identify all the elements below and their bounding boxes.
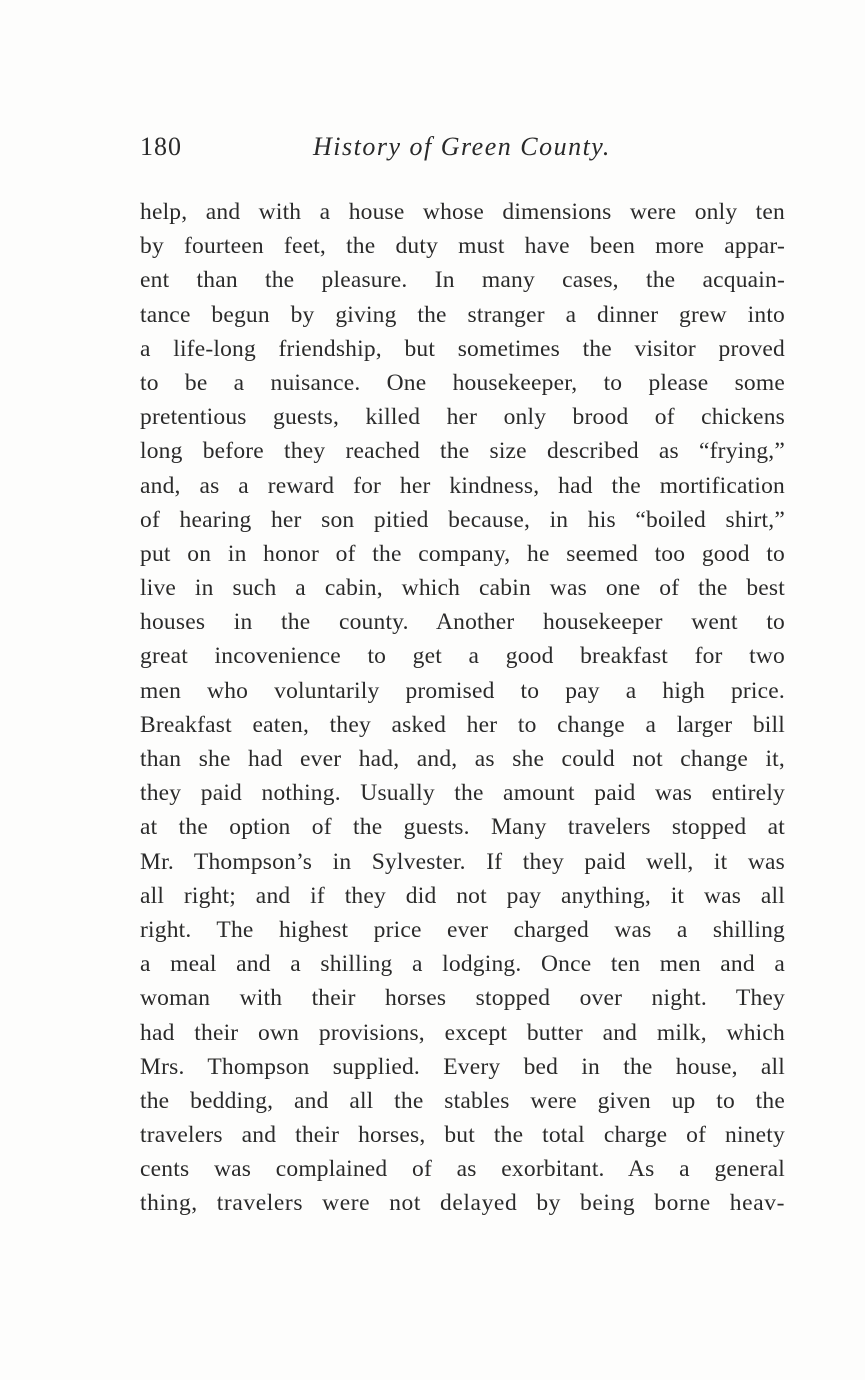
text-line: right. The highest price ever charged was a shilling: [140, 916, 785, 943]
text-line: great incovenience to get a good breakfast for two: [140, 643, 785, 670]
text-line: by fourteen feet, the duty must have been more appar-: [140, 233, 785, 260]
body-text: [140, 195, 785, 1221]
text-line: put on in honor of the company, he seemed too good to: [140, 540, 785, 567]
text-line: pretentious guests, killed her only brood of chickens: [140, 404, 785, 431]
text-line: had their own provisions, except butter and milk, which: [140, 1019, 785, 1046]
text-line: Mr. Thompson’s in Sylvester. If they paid well, it was: [140, 848, 785, 875]
text-line: ent than the pleasure. In many cases, the acquain-: [140, 267, 785, 294]
text-line: woman with their horses stopped over night. They: [140, 985, 785, 1012]
text-line: tance begun by giving the stranger a dinner grew into: [140, 301, 785, 328]
text-line: live in such a cabin, which cabin was one of the best: [140, 575, 785, 602]
running-head: [140, 132, 785, 172]
text-line: cents was complained of as exorbitant. As a general: [140, 1156, 785, 1183]
text-line: of hearing her son pitied because, in his “boiled shirt,”: [140, 506, 785, 533]
text-line: thing, travelers were not delayed by being borne heav-: [140, 1190, 785, 1217]
text-line: travelers and their horses, but the total charge of ninety: [140, 1122, 785, 1149]
text-line: at the option of the guests. Many travelers stopped at: [140, 814, 785, 841]
text-line: all right; and if they did not pay anything, it was all: [140, 882, 785, 909]
text-line: a life-long friendship, but sometimes the visitor proved: [140, 335, 785, 362]
text-line: and, as a reward for her kindness, had the mortification: [140, 472, 785, 499]
text-line: Mrs. Thompson supplied. Every bed in the house, all: [140, 1053, 785, 1080]
running-title: History of Green County.: [313, 132, 611, 161]
text-line: Breakfast eaten, they asked her to change a larger bill: [140, 711, 785, 738]
text-line: they paid nothing. Usually the amount paid was entirely: [140, 780, 785, 807]
text-line: than she had ever had, and, as she could not change it,: [140, 746, 785, 772]
text-line: to be a nuisance. One housekeeper, to please some: [140, 369, 785, 396]
text-line: the bedding, and all the stables were given up to the: [140, 1087, 785, 1114]
text-line: houses in the county. Another housekeeper went to: [140, 609, 785, 636]
text-line: long before they reached the size described as “frying,”: [140, 438, 785, 465]
page-number: 180: [140, 132, 182, 161]
text-line: men who voluntarily promised to pay a high price.: [140, 677, 785, 704]
text-line: a meal and a shilling a lodging. Once ten men and a: [140, 951, 785, 978]
text-line: help, and with a house whose dimensions were only ten: [140, 199, 785, 225]
